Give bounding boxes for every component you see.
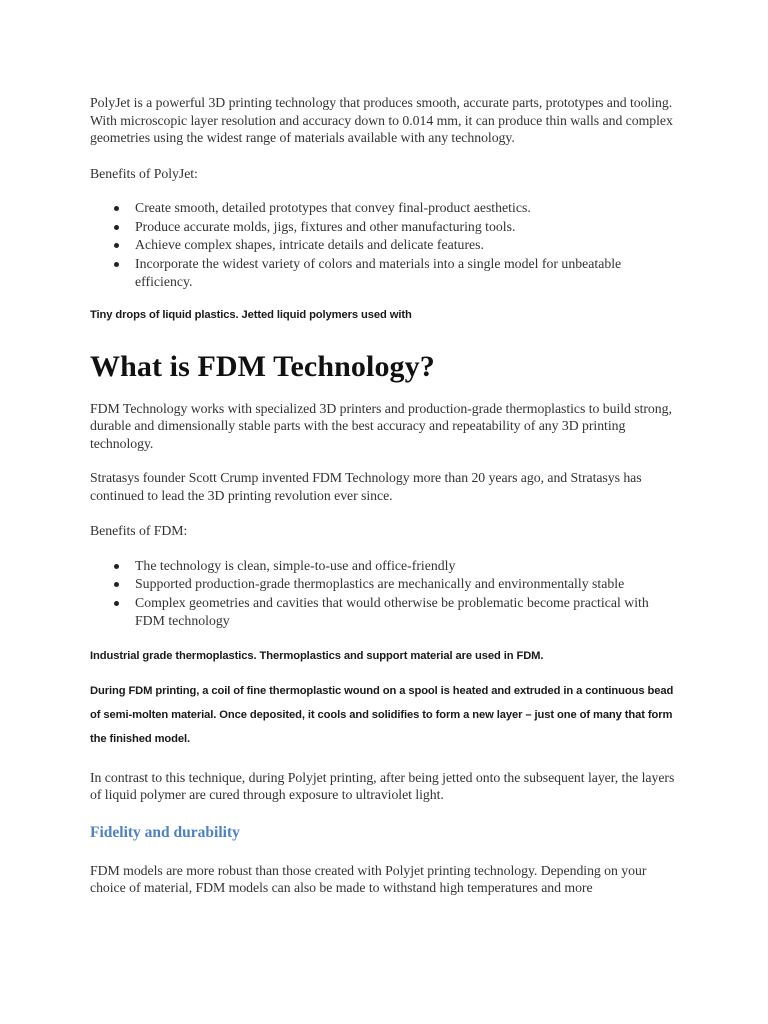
list-item bbox=[90, 594, 680, 631]
list-item-text: Produce accurate molds, jigs, fixtures and other manufacturing tools. bbox=[135, 218, 516, 234]
polyjet-benefits-list bbox=[90, 199, 680, 292]
list-item bbox=[90, 575, 680, 594]
contrast-paragraph: In contrast to this technique, during Polyjet printing, after being jetted onto the subsequent layer, the layers of liquid polymer are cured through exposure to ultraviolet light. bbox=[90, 769, 675, 802]
fdm-heading: What is FDM Technology? bbox=[90, 349, 435, 383]
bullet-icon bbox=[114, 243, 119, 248]
list-item bbox=[90, 218, 680, 237]
list-item bbox=[90, 255, 680, 292]
bullet-icon bbox=[114, 582, 119, 587]
list-item-text: The technology is clean, simple-to-use and office-friendly bbox=[135, 557, 456, 573]
fidelity-heading: Fidelity and durability bbox=[90, 823, 240, 841]
fdm-paragraph-2: Stratasys founder Scott Crump invented FDM Technology more than 20 years ago, and Stratasys has continued to lead the 3D printing revolution ever since. bbox=[90, 470, 642, 503]
document-page bbox=[90, 94, 680, 897]
bullet-icon bbox=[114, 206, 119, 211]
bullet-icon bbox=[114, 601, 119, 606]
list-item-text: Supported production-grade thermoplastics are mechanically and environmentally stable bbox=[135, 576, 625, 591]
list-item-text: Create smooth, detailed prototypes that convey final-product aesthetics. bbox=[135, 200, 531, 215]
polyjet-benefits-label: Benefits of PolyJet: bbox=[90, 165, 198, 181]
list-item bbox=[90, 199, 680, 218]
fidelity-paragraph: FDM models are more robust than those created with Polyjet printing technology. Depending on your choice of material, FDM models can also be made to withstand high temperatures and more bbox=[90, 862, 647, 895]
polyjet-intro: PolyJet is a powerful 3D printing technology that produces smooth, accurate parts, prototypes and tooling. With microscopic layer resolution and accuracy down to 0.014 mm, it can produce thin walls and complex geometries using the widest range of materials available with any technology. bbox=[90, 95, 673, 145]
fdm-caption-1: Industrial grade thermoplastics. Thermoplastics and support material are used in FDM. bbox=[90, 649, 544, 662]
list-item-text: Complex geometries and cavities that would otherwise be problematic become practical with FDM technology bbox=[135, 594, 649, 628]
fdm-caption-2: During FDM printing, a coil of fine thermoplastic wound on a spool is heated and extruded in a continuous bead of semi-molten material. Once deposited, it cools and solidifies to form a new layer – just one of many that form the finished model. bbox=[90, 684, 674, 745]
list-item bbox=[90, 236, 680, 255]
bullet-icon bbox=[114, 225, 119, 230]
list-item-text: Achieve complex shapes, intricate details and delicate features. bbox=[135, 237, 484, 252]
fdm-benefits-label: Benefits of FDM: bbox=[90, 523, 188, 538]
fdm-paragraph-1: FDM Technology works with specialized 3D printers and production-grade thermoplastics to build strong, durable and dimensionally stable parts with the best accuracy and repeatability of any 3D printing technology. bbox=[90, 400, 672, 451]
bullet-icon bbox=[114, 564, 119, 569]
bullet-icon bbox=[114, 262, 119, 267]
fdm-benefits-list bbox=[90, 557, 680, 631]
list-item bbox=[90, 557, 680, 576]
list-item-text: Incorporate the widest variety of colors and materials into a single model for unbeatable efficiency. bbox=[135, 255, 622, 289]
polyjet-caption: Tiny drops of liquid plastics. Jetted liquid polymers used with bbox=[90, 308, 412, 321]
